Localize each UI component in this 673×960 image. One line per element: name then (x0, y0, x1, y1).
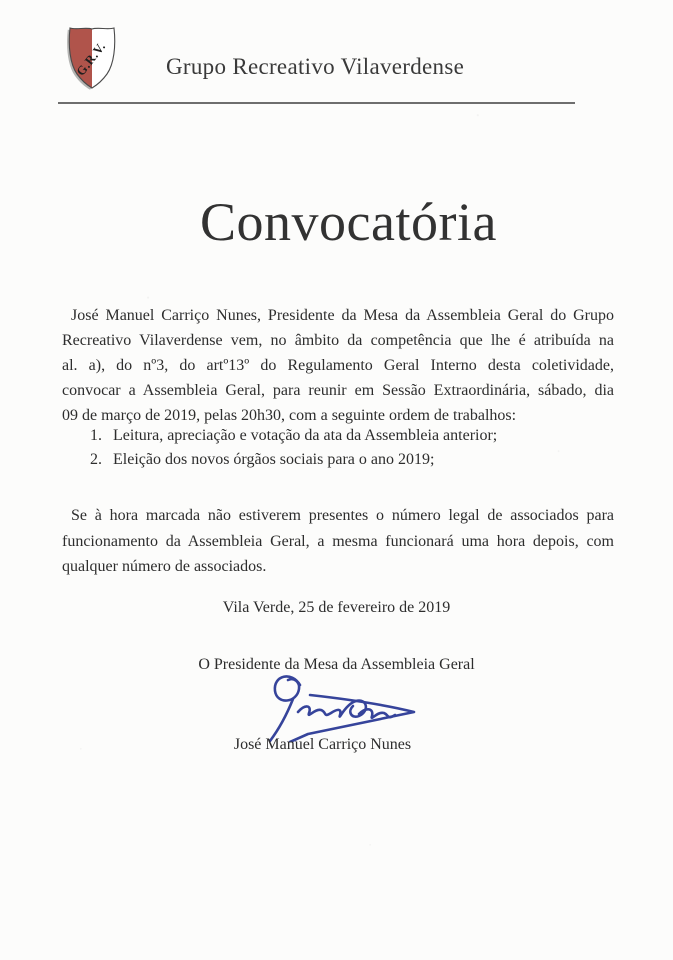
header-divider (58, 102, 575, 104)
signatory-role: O Presidente da Mesa da Assembleia Geral (198, 656, 475, 673)
agenda-item-number: 1. (90, 427, 102, 444)
body-paragraph-line: 09 de março de 2019, pelas 20h30, com a seguinte ordem de trabalhos: (62, 407, 517, 424)
quorum-paragraph-line: qualquer número de associados. (62, 558, 267, 575)
quorum-paragraph (62, 503, 614, 580)
quorum-paragraph-line: funcionamento da Assembleia Geral, a mesma funcionará uma hora depois, com (62, 532, 614, 550)
club-crest-logo (66, 25, 118, 91)
body-paragraph-1 (62, 303, 614, 428)
quorum-paragraph-line: Se à hora marcada não estiverem presentes o número legal de associados para (71, 507, 614, 524)
document-title (0, 194, 673, 250)
signature-stroke (275, 676, 300, 700)
agenda-item (90, 424, 610, 448)
body-paragraph-line: al. a), do nº3, do artº13º do Regulamento Geral Interno desta coletividade, (62, 357, 614, 374)
crest-initials: G.R.V. (73, 39, 109, 79)
agenda-item-text: Eleição dos novos órgãos sociais para o ano 2019; (113, 451, 435, 468)
place-date-line: Vila Verde, 25 de fevereiro de 2019 (222, 599, 451, 616)
signatory-name (0, 732, 673, 757)
document-title-text: Convocatória (200, 192, 497, 252)
agenda-item-number: 2. (90, 451, 102, 468)
body-paragraph-line: José Manuel Carriço Nunes, Presidente da Mesa da Assembleia Geral do Grupo (71, 307, 614, 324)
body-paragraph-line: convocar a Assembleia Geral, para reunir em Sessão Extraordinária, sábado, dia (62, 382, 614, 399)
signatory-name-text: José Manuel Carriço Nunes (233, 736, 412, 753)
body-paragraph-line: Recreativo Vilaverdense vem, no âmbito da competência que lhe é atribuída na (62, 332, 614, 349)
organization-name: Grupo Recreativo Vilaverdense (166, 54, 465, 79)
agenda-item (90, 448, 610, 472)
signature-stroke (298, 701, 366, 717)
agenda-list (90, 424, 610, 472)
agenda-item-text: Leitura, apreciação e votação da ata da Assembleia anterior; (113, 427, 498, 444)
